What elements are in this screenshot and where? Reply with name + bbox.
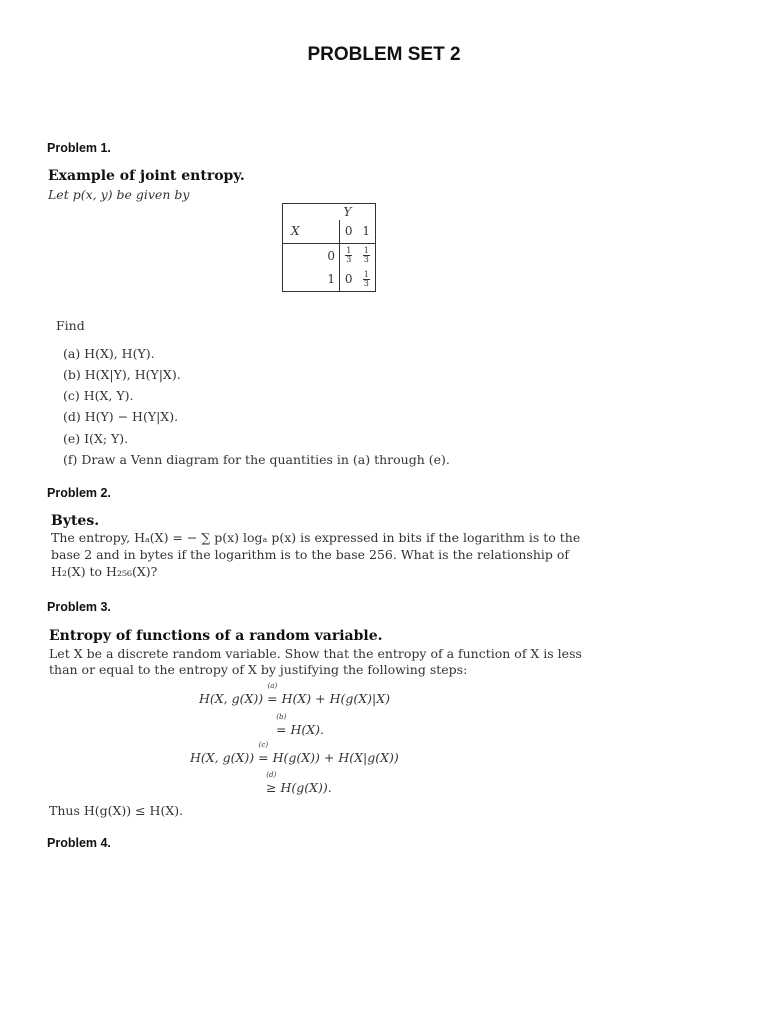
problem-4-label: Problem 4. — [47, 836, 111, 850]
p1-intro: Let p(x, y) be given by — [48, 187, 190, 202]
p1-item-c: (c) H(X, Y). — [63, 388, 134, 403]
p3-line-2: than or equal to the entropy of X by justifying the following steps: — [49, 662, 468, 677]
table-cell: $\frac{1}{3}$ — [358, 244, 376, 268]
p3-conclusion: Thus H(g(X)) ≤ H(X). — [49, 803, 184, 818]
p2-line-3: H₂(X) to H₂₅₆(X)? — [51, 564, 158, 579]
problem-2-label: Problem 2. — [47, 486, 111, 500]
p2-line-2: base 2 and in bytes if the logarithm is to the base 256. What is the relationship of — [51, 547, 570, 562]
row-variable: X — [291, 224, 300, 239]
problem-3-label: Problem 3. — [47, 600, 111, 614]
problem-1-label: Problem 1. — [47, 141, 111, 155]
col-header: 0 — [340, 220, 358, 244]
p1-heading: Example of joint entropy. — [48, 168, 245, 184]
table-cell: $\frac{1}{3}$ — [358, 268, 376, 292]
p1-item-e: (e) I(X; Y). — [63, 431, 129, 446]
step-c: H(X, g(X)) (c) = H(g(X)) + H(X|g(X)) — [190, 741, 399, 765]
p1-item-a: (a) H(X), H(Y). — [63, 346, 155, 361]
col-header: 1 — [358, 220, 376, 244]
p1-item-f: (f) Draw a Venn diagram for the quantities in (a) through (e). — [63, 452, 450, 467]
col-variable: Y — [343, 204, 352, 219]
table-cell: 0 — [340, 268, 358, 292]
page-title: PROBLEM SET 2 — [307, 44, 461, 65]
row-header: 0 — [283, 244, 340, 268]
p1-find: Find — [56, 318, 85, 333]
joint-distribution-table — [282, 203, 376, 292]
step-b: (b) = H(X). — [276, 713, 324, 737]
step-d: (d) ≥ H(g(X)). — [266, 771, 332, 795]
p2-heading: Bytes. — [51, 513, 100, 529]
table-cell: $\frac{1}{3}$ — [346, 246, 352, 265]
p3-heading: Entropy of functions of a random variable. — [49, 628, 383, 644]
p2-line-1: The entropy, Hₐ(X) = − ∑ p(x) logₐ p(x) is expressed in bits if the logarithm is to the — [51, 530, 581, 545]
row-header: 1 — [283, 268, 340, 292]
p1-item-b: (b) H(X|Y), H(Y|X). — [63, 367, 181, 382]
p3-line-1: Let X be a discrete random variable. Show that the entropy of a function of X is less — [49, 646, 582, 661]
p1-item-d: (d) H(Y) − H(Y|X). — [63, 409, 179, 424]
step-a: H(X, g(X)) (a) = H(X) + H(g(X)|X) — [199, 682, 391, 706]
